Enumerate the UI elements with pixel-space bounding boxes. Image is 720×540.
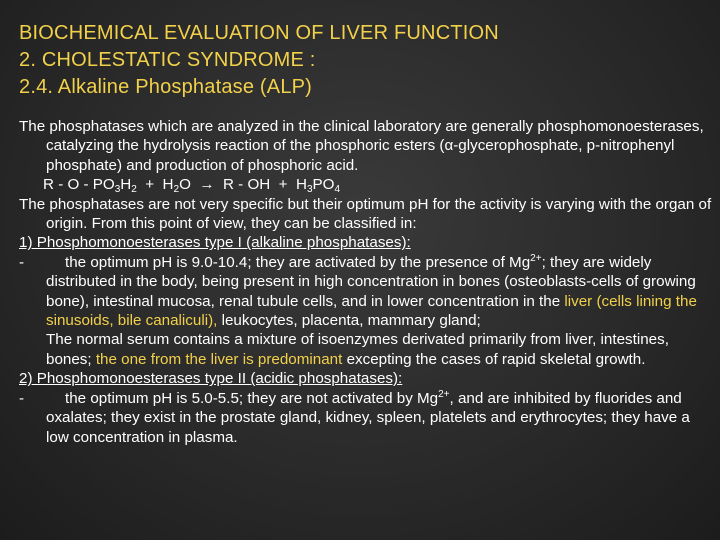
- liver-highlight: liver (cells lining the sinusoids, bile canaliculi),: [46, 292, 697, 330]
- type2-bullet: [19, 389, 715, 447]
- eq-part: H: [120, 176, 132, 194]
- type1-description: [46, 253, 715, 331]
- title-line-1: BIOCHEMICAL EVALUATION OF LIVER FUNCTION: [19, 22, 499, 44]
- type2-heading: 2) Phosphomonoesterases type II (acidic phosphatases):: [19, 370, 403, 388]
- type2-text-1: the optimum pH is 5.0-5.5; they are not activated by Mg: [65, 389, 439, 407]
- serum-text-1: The normal serum contains a mixture of isoenzymes derivated primarily from liver, intestines, bones;: [46, 331, 669, 368]
- title-line-3: 2.4. Alkaline Phosphatase (ALP): [19, 76, 313, 98]
- mg-charge: 2+: [438, 388, 450, 400]
- intro-text-1: The phosphatases which are analyzed in the clinical laboratory are generally phosphomonoesterases, catalyzing the hydrolysis reaction of the phosphoric esters (: [19, 118, 704, 155]
- intro-paragraph: [19, 117, 715, 175]
- eq-sub: 2: [173, 184, 180, 196]
- type1-text-2: ; they are widely distributed in the body, being present in high concentration in bones (osteoblasts-cells of growing bone), intestinal mucosa, renal tubule cells, and in lower concentration in the: [46, 253, 696, 310]
- dash-marker: -: [19, 389, 25, 407]
- eq-sub: 3: [306, 184, 313, 196]
- intro-text-2: -glycerophosphate, p-nitrophenyl phosphate) and production of phosphoric acid.: [46, 137, 675, 174]
- reaction-equation: [19, 175, 715, 194]
- serum-text-2: excepting the cases of rapid skeletal growth.: [342, 350, 646, 368]
- slide-body: [19, 117, 715, 447]
- type1-heading: 1) Phosphomonoesterases type I (alkaline phosphatases):: [19, 234, 411, 252]
- specificity-paragraph: The phosphatases are not very specific but their optimum pH for the activity is varying with the organ of origin. From this point of view, they can be classified in:: [19, 195, 712, 233]
- type1-text-1: the optimum pH is 9.0-10.4; they are activated by the presence of Mg: [65, 253, 531, 271]
- serum-highlight: the one from the liver is predominant: [95, 350, 343, 368]
- mg-charge: 2+: [530, 252, 542, 264]
- type1-text-3: leukocytes, placenta, mammary gland;: [217, 312, 481, 330]
- alpha-symbol: α: [444, 137, 454, 155]
- eq-part: + H: [136, 176, 174, 194]
- eq-sub: 3: [114, 184, 121, 196]
- eq-part: PO: [312, 176, 335, 194]
- serum-paragraph: [19, 330, 715, 369]
- eq-sub: 4: [334, 184, 341, 196]
- type2-text-2: , and are inhibited by fluorides and oxalates; they exist in the prostate gland, kidney, spleen, platelets and erythrocytes; they have a low concentration in plasma.: [46, 389, 690, 446]
- title-line-2: 2. CHOLESTATIC SYNDROME :: [19, 49, 316, 71]
- type1-bullet: [19, 253, 715, 331]
- type2-description: [46, 389, 715, 447]
- slide-title: [19, 20, 709, 101]
- eq-sub: 2: [131, 184, 137, 196]
- dash-marker: -: [19, 253, 25, 271]
- eq-part: R - O - PO: [43, 176, 115, 194]
- eq-part: O → R - OH + H: [179, 176, 307, 194]
